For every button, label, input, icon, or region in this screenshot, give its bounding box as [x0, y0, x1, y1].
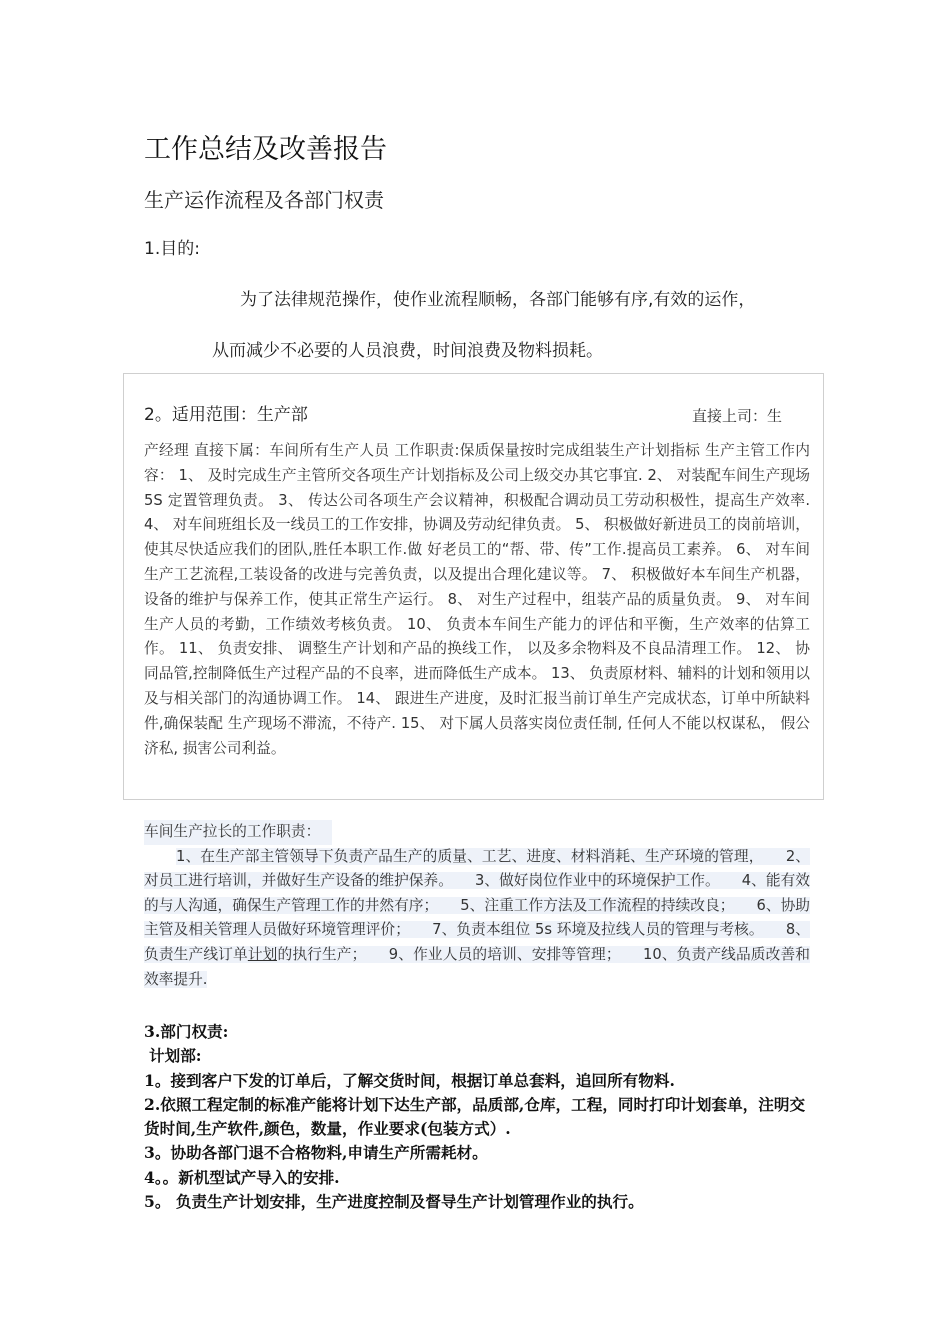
- planning-item-5: 5。 负责生产计划安排，生产进度控制及督导生产计划管理作业的执行。: [144, 1192, 644, 1212]
- scope-direct-supervisor: 直接上司：生: [692, 407, 783, 425]
- planning-item-4: 4。。新机型试产导入的安排.: [144, 1167, 340, 1187]
- plan-link[interactable]: 计划: [247, 945, 278, 963]
- purpose-text-line-2: 从而减少不必要的人员浪费，时间浪费及物料损耗。: [212, 341, 603, 361]
- planning-item-1: 1。接到客户下发的订单后，了解交货时间，根据订单总套料，追回所有物料.: [144, 1070, 675, 1090]
- page-subtitle: 生产运作流程及各部门权责: [144, 188, 384, 212]
- scope-body-text: 产经理 直接下属：车间所有生产人员 工作职责:保质保量按时完成组装生产计划指标 生产主管工作内容： 1、 及时完成生产主管所交各项生产计划指标及公司上级交办其它事宜. 2、 对装配车间生产现场 5S 定置管理负责。 3、 传达公司各项生产会议精神，积极配合调动员工劳动积极性，提高生产效率. 4、 对车间班组长及一线员工的工作安排，协调及劳动纪律负责。 5、 积极做好新进员工的岗前培训，使其尽快适应我们的团队,胜任本职工作.做 好老员工的“帮、带、传”工作.提高员工素养。 6、 对车间生产工艺流程,工装设备的改进与完善负责，以及提出合理化建议等。 7、 积极做好本车间生产机器，设备的维护与保养工作，使其正常生产运行。 8、 对生产过程中，组装产品的质量负责。 9、 对车间生产人员的考勤，工作绩效考核负责。 10、 负责本车间生产能力的评估和平衡，生产效率的估算工作。 11、 负责安排、 调整生产计划和产品的换线工作， 以及多余物料及不良品清理工作。 12、 协同品管,控制降低生产过程产品的不良率，进而降低生产成本。 13、 负责原材料、辅料的计划和领用以及与相关部门的沟通协调工作。 14、 跟进生产进度，及时汇报当前订单生产完成状态，订单中所缺料件,确保装配 生产现场不滞流，不待产. 15、 对下属人员落实岗位责任制, 任何人不能以权谋私， 假公济私, 损害公司利益。: [144, 442, 810, 757]
- purpose-heading: 1.目的:: [144, 239, 200, 259]
- line-leader-duties-text: 1、在生产部主管领导下负责产品生产的质量、工艺、进度、材料消耗、生产环境的管理， 2、对员工进行培训，并做好生产设备的维护保养。 3、做好岗位作业中的环境保护工作。 4、能有效的与人沟通，确保生产管理工作的井然有序； 5、注重工作方法及工作流程的持续改良； 6、协助主管及相关管理人员做好环境管理评价； 7、负责本组位 5s 环境及拉线人员的管理与考核。 8、负责生产线订单: [144, 847, 810, 963]
- line-leader-section: [144, 820, 810, 992]
- page-title: 工作总结及改善报告: [144, 134, 387, 165]
- planning-item-2: 2.依照工程定制的标准产能将计划下达生产部，品质部,仓库，工程，同时打印计划套单，注明交货时间,生产软件,颜色，数量，作业要求(包装方式）.: [144, 1094, 806, 1139]
- scope-heading: 2。适用范围：生产部: [144, 405, 308, 425]
- planning-dept-heading: 计划部:: [149, 1046, 202, 1066]
- line-leader-duties: [144, 845, 810, 993]
- department-responsibilities: [144, 1020, 814, 1214]
- planning-item-3: 3。协助各部门退不合格物料,申请生产所需耗材。: [144, 1143, 488, 1163]
- line-leader-duties-text-end: 的执行生产； 9、作业人员的培训、安排等管理； 10、负责产线品质改善和效率提升.: [144, 945, 810, 988]
- line-leader-title: 车间生产拉长的工作职责：: [144, 820, 332, 845]
- departments-heading: 3.部门权责:: [144, 1022, 229, 1041]
- purpose-text-line-1: 为了法律规范操作，使作业流程顺畅，各部门能够有序,有效的运作，: [240, 290, 756, 310]
